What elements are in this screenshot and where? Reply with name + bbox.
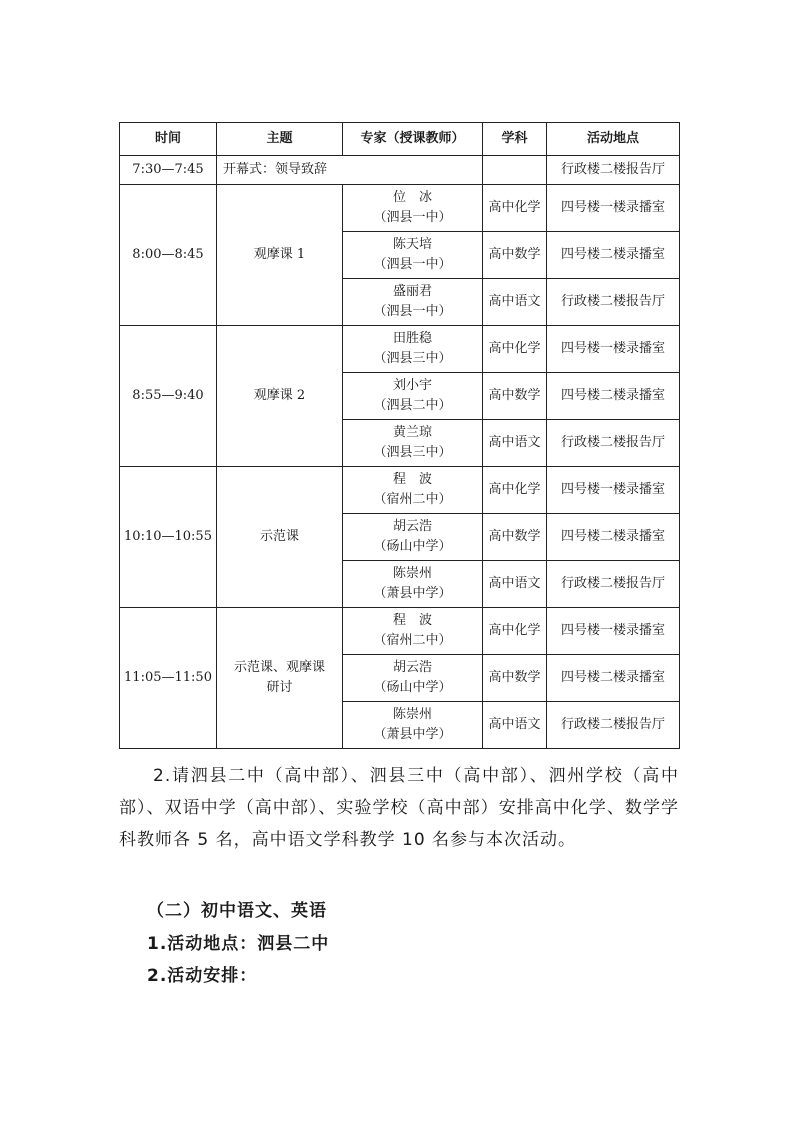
expert-school: （砀山中学）	[373, 539, 452, 554]
expert-name: 位 冰	[392, 190, 432, 205]
opening-time: 7:30—7:45	[120, 156, 217, 185]
expert-school: （宿州二中）	[373, 633, 452, 648]
subject-cell: 高中数学	[483, 232, 547, 279]
block-topic-line1: 示范课、观摩课	[233, 660, 325, 675]
subject-cell: 高中数学	[483, 373, 547, 420]
table-row	[120, 467, 680, 514]
location-cell: 行政楼二楼报告厅	[547, 702, 680, 749]
subject-cell: 高中化学	[483, 185, 547, 232]
expert-name: 胡云浩	[392, 519, 432, 534]
expert-school: （泗县三中）	[373, 445, 452, 460]
expert-name: 陈崇州	[392, 566, 432, 581]
header-time: 时间	[120, 123, 217, 156]
expert-cell	[343, 467, 483, 514]
table-header-row	[120, 123, 680, 156]
subject-cell: 高中数学	[483, 514, 547, 561]
block-topic	[217, 608, 343, 749]
block-time: 8:55—9:40	[120, 326, 217, 467]
expert-school: （泗县三中）	[373, 351, 452, 366]
header-topic: 主题	[217, 123, 343, 156]
opening-location: 行政楼二楼报告厅	[547, 156, 680, 185]
expert-name: 黄兰琼	[392, 425, 432, 440]
expert-name: 刘小宇	[392, 378, 432, 393]
opening-row	[120, 156, 680, 185]
block-topic-line2: 研讨	[266, 680, 293, 695]
expert-cell	[343, 185, 483, 232]
subject-cell: 高中语文	[483, 702, 547, 749]
expert-school: （萧县中学）	[373, 727, 452, 742]
table-row	[120, 608, 680, 655]
table-row	[120, 185, 680, 232]
expert-name: 程 波	[392, 472, 432, 487]
subject-cell: 高中语文	[483, 561, 547, 608]
subject-cell: 高中化学	[483, 467, 547, 514]
expert-cell	[343, 420, 483, 467]
expert-name: 田胜稳	[392, 331, 432, 346]
section-heading: （二）初中语文、英语	[147, 901, 327, 921]
expert-cell	[343, 326, 483, 373]
expert-cell	[343, 702, 483, 749]
block-time: 10:10—10:55	[120, 467, 217, 608]
expert-cell	[343, 279, 483, 326]
location-cell: 四号楼一楼录播室	[547, 608, 680, 655]
expert-school: （泗县一中）	[373, 304, 452, 319]
expert-school: （泗县一中）	[373, 257, 452, 272]
subject-cell: 高中化学	[483, 608, 547, 655]
location-cell: 四号楼二楼录播室	[547, 655, 680, 702]
schedule-table	[119, 122, 680, 749]
expert-name: 陈崇州	[392, 707, 432, 722]
subject-cell: 高中化学	[483, 326, 547, 373]
expert-name: 盛丽君	[392, 284, 432, 299]
location-cell: 四号楼二楼录播室	[547, 373, 680, 420]
opening-topic: 开幕式：领导致辞	[217, 156, 483, 185]
block-topic: 示范课	[217, 467, 343, 608]
block-topic: 观摩课 1	[217, 185, 343, 326]
expert-school: （泗县一中）	[373, 210, 452, 225]
location-cell: 四号楼二楼录播室	[547, 514, 680, 561]
expert-school: （砀山中学）	[373, 680, 452, 695]
participation-paragraph: 2.请泗县二中（高中部）、泗县三中（高中部）、泗州学校（高中部）、双语中学（高中部）、实验学校（高中部）安排高中化学、数学学科教师各 5 名，高中语文学科教学 10 名参与本次活动。	[119, 766, 679, 850]
expert-school: （宿州二中）	[373, 492, 452, 507]
expert-cell	[343, 514, 483, 561]
expert-cell	[343, 655, 483, 702]
location-cell: 行政楼二楼报告厅	[547, 561, 680, 608]
location-cell: 四号楼一楼录播室	[547, 185, 680, 232]
expert-cell	[343, 608, 483, 655]
expert-name: 程 波	[392, 613, 432, 628]
subject-cell: 高中语文	[483, 420, 547, 467]
item-arrangement: 2.活动安排：	[147, 966, 258, 986]
header-location: 活动地点	[547, 123, 680, 156]
header-expert: 专家（授课教师）	[343, 123, 483, 156]
expert-cell	[343, 561, 483, 608]
expert-cell	[343, 373, 483, 420]
location-cell: 四号楼一楼录播室	[547, 467, 680, 514]
expert-school: （泗县二中）	[373, 398, 452, 413]
location-cell: 四号楼一楼录播室	[547, 326, 680, 373]
expert-name: 胡云浩	[392, 660, 432, 675]
location-cell: 行政楼二楼报告厅	[547, 420, 680, 467]
expert-name: 陈天培	[392, 237, 432, 252]
expert-school: （萧县中学）	[373, 586, 452, 601]
table-row	[120, 326, 680, 373]
item-location: 1.活动地点：泗县二中	[147, 934, 330, 954]
location-cell: 四号楼二楼录播室	[547, 232, 680, 279]
opening-subject	[483, 156, 547, 185]
block-topic: 观摩课 2	[217, 326, 343, 467]
location-cell: 行政楼二楼报告厅	[547, 279, 680, 326]
block-time: 11:05—11:50	[120, 608, 217, 749]
subject-cell: 高中语文	[483, 279, 547, 326]
header-subject: 学科	[483, 123, 547, 156]
block-time: 8:00—8:45	[120, 185, 217, 326]
expert-cell	[343, 232, 483, 279]
subject-cell: 高中数学	[483, 655, 547, 702]
